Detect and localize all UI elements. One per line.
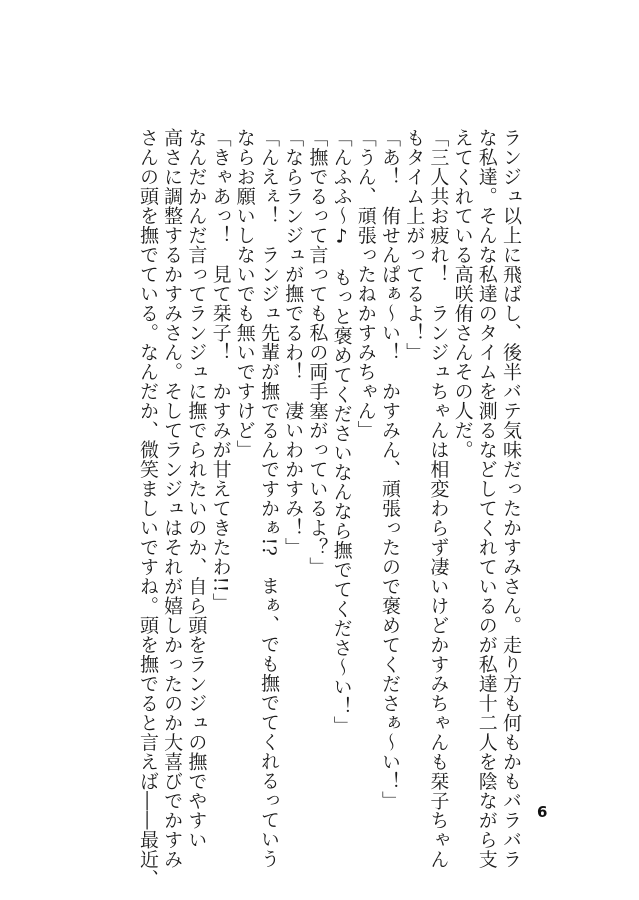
text-line: ならお願いしないでも無いですけど」 xyxy=(233,128,256,460)
text-line: 「撫でるって言っても私の両手塞がっているよ？」 xyxy=(306,128,329,577)
text-line: えてくれている高咲侑さんその人だ。 xyxy=(451,128,474,460)
text-line: な私達。そんな私達のタイムを測るなどしてくれているのが私達十二人を陰ながら支 xyxy=(475,128,498,869)
text-line: 「うん、頑張ったねかすみちゃん」 xyxy=(354,128,377,440)
text-line: 「ならランジュが撫でるわ！ 凄いわかすみ！」 xyxy=(282,128,305,557)
text-line: 「きゃあっ！ 見て栞子！ かすみが甘えてきたわ!!」 xyxy=(209,128,232,613)
text-line: ランジュ以上に飛ばし、後半バテ気味だったかすみさん。走り方も何もかもバラバラ xyxy=(500,128,522,869)
vertical-text-body xyxy=(103,128,523,889)
text-line: もタイム上がってるよ！」 xyxy=(403,128,426,362)
text-line: 「三人共お疲れ！ ランジュちゃんは相変わらず凄いけどかすみちゃんも栞子ちゃん xyxy=(427,128,450,869)
text-line: 「んえぇ！ ランジュ先輩が撫でるんですかぁ!? まぁ、でも撫でてくれるっていう xyxy=(257,128,280,869)
page-number: 6 xyxy=(537,803,548,821)
text-line: なんだかんだ言ってランジュに撫でられたいのか、自ら頭をランジュの撫でやすい xyxy=(185,128,208,850)
text-line: 「んふふ〜♪ もっと褒めてくださいなんなら撫でてくださ〜い！」 xyxy=(330,128,353,736)
text-line: 高さに調整するかすみさん。そしてランジュはそれが嬉しかったのか大喜びでかすみ xyxy=(161,128,184,869)
text-line: さんの頭を撫でている。なんだか、微笑ましいですね。頭を撫でると言えば――最近、 xyxy=(136,128,159,889)
text-line: 「あ！ 侑せんぱぁ〜い！ かすみん、頑張ったので褒めてくださぁ〜い！」 xyxy=(378,128,401,811)
